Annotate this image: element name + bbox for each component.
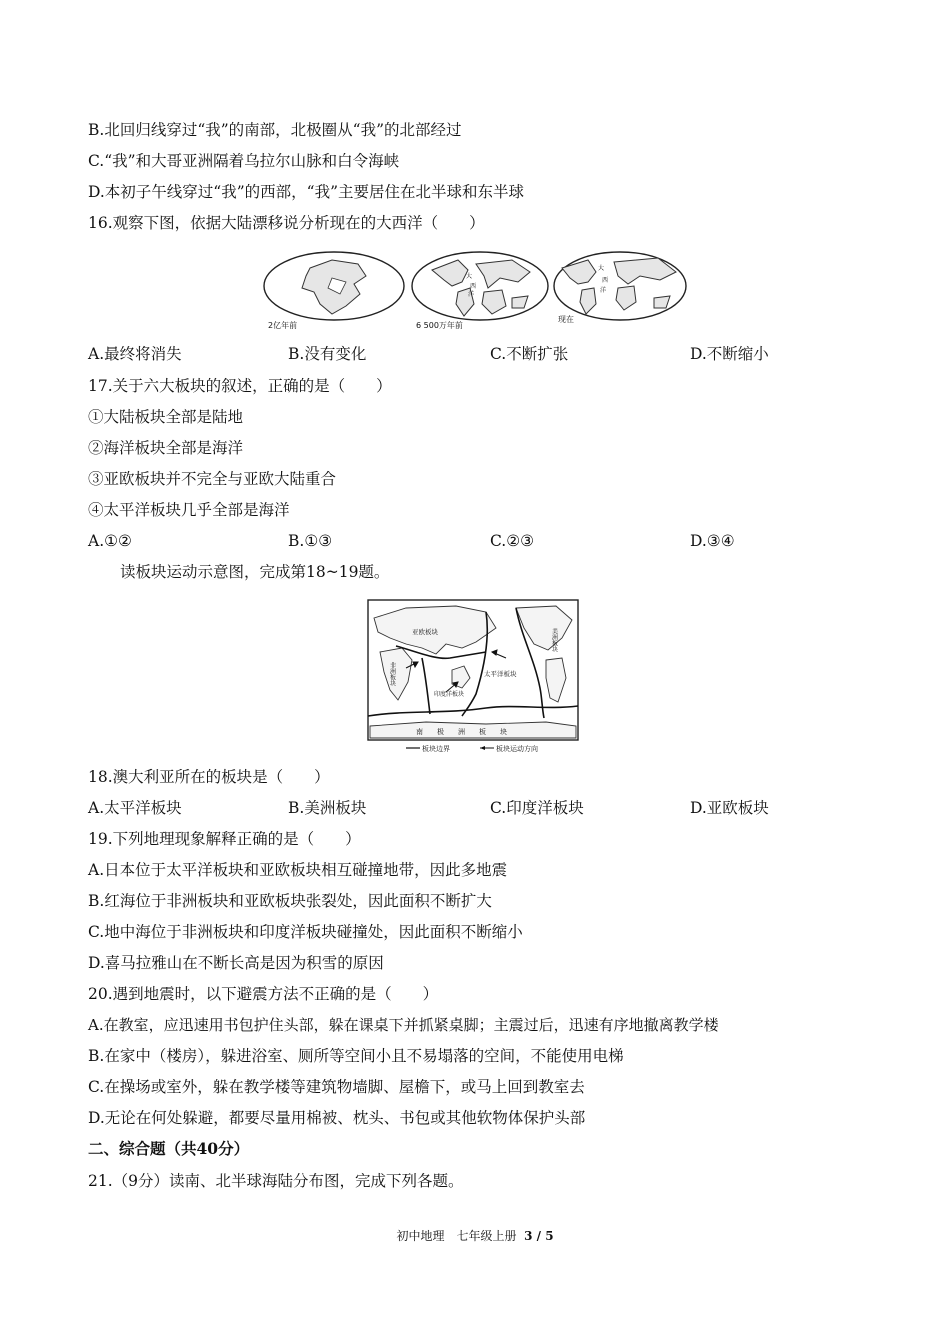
q15-option-d: D.本初子午线穿过“我”的西部，“我”主要居住在北半球和东半球	[88, 183, 524, 201]
footer-page-number: 3 / 5	[524, 1229, 554, 1243]
svg-text:西: 西	[602, 277, 609, 284]
label-african-plate: 非洲板块	[388, 662, 396, 686]
legend-direction: 板块运动方向	[496, 745, 538, 753]
q16-option-d: D.不断缩小	[690, 345, 769, 363]
q16-option-a: A.最终将消失	[88, 345, 182, 363]
label-american-plate: 美洲板块	[550, 628, 558, 652]
plate-movement-map	[366, 598, 580, 754]
map2-caption: 6 500万年前	[416, 321, 463, 330]
q20-option-b: B.在家中（楼房），躲进浴室、厕所等空间小且不易塌落的空间，不能使用电梯	[88, 1047, 624, 1065]
label-eurasian-plate: 亚欧板块	[412, 628, 438, 636]
q18-option-d: D.亚欧板块	[690, 799, 769, 817]
intro-18-19: 读板块运动示意图，完成第18~19题。	[120, 563, 390, 581]
q17-item-1: ①大陆板块全部是陆地	[88, 408, 244, 426]
q16-option-b: B.没有变化	[288, 345, 367, 363]
q15-option-c: C.“我”和大哥亚洲隔着乌拉尔山脉和白令海峡	[88, 152, 400, 170]
label-pacific-plate: 太平洋板块	[484, 670, 517, 678]
q17-stem: 17.关于六大板块的叙述，正确的是（ ）	[88, 377, 392, 395]
q20-option-d: D.无论在何处躲避，都要尽量用棉被、枕头、书包或其他软物体保护头部	[88, 1109, 586, 1127]
q15-option-b: B.北回归线穿过“我”的南部，北极圈从“我”的北部经过	[88, 121, 462, 139]
svg-text:西: 西	[470, 283, 477, 290]
svg-text:洋: 洋	[600, 287, 607, 294]
q17-option-b: B.①③	[288, 532, 333, 550]
legend-boundary: 板块边界	[422, 745, 450, 753]
q17-item-4: ④太平洋板块几乎全部是海洋	[88, 501, 290, 519]
label-antarctic-plate: 南极洲板块	[416, 728, 521, 736]
q19-option-d: D.喜马拉雅山在不断长高是因为积雪的原因	[88, 954, 384, 972]
q18-stem: 18.澳大利亚所在的板块是（ ）	[88, 768, 330, 786]
continental-drift-figure	[262, 248, 690, 334]
q17-option-a: A.①②	[88, 532, 132, 550]
q17-option-d: D.③④	[690, 532, 735, 550]
map-200-million-years-ago	[264, 252, 404, 330]
label-indian-plate: 印度洋板块	[434, 691, 465, 698]
svg-text:大: 大	[466, 273, 473, 280]
section-2-heading: 二、综合题（共40分）	[88, 1139, 250, 1158]
q20-option-c: C.在操场或室外，躲在教学楼等建筑物墙脚、屋檐下，或马上回到教室去	[88, 1078, 585, 1096]
q18-option-c: C.印度洋板块	[490, 799, 584, 817]
q16-option-c: C.不断扩张	[490, 345, 569, 363]
q20-stem: 20.遇到地震时，以下避震方法不正确的是（ ）	[88, 985, 439, 1003]
q20-option-a: A.在教室，应迅速用书包护住头部，躲在课桌下并抓紧桌脚；主震过后，迅速有序地撤离教学楼	[88, 1016, 719, 1034]
q17-option-c: C.②③	[490, 532, 535, 550]
q19-stem: 19.下列地理现象解释正确的是（ ）	[88, 830, 361, 848]
map-65-million-years-ago	[412, 252, 548, 330]
q19-option-a: A.日本位于太平洋板块和亚欧板块相互碰撞地带，因此多地震	[88, 861, 508, 879]
q18-option-b: B.美洲板块	[288, 799, 367, 817]
map-present	[554, 252, 686, 324]
map3-caption: 现在	[558, 315, 574, 324]
q17-item-3: ③亚欧板块并不完全与亚欧大陆重合	[88, 470, 337, 488]
q21-stem: 21.（9分）读南、北半球海陆分布图，完成下列各题。	[88, 1172, 464, 1190]
q19-option-c: C.地中海位于非洲板块和印度洋板块碰撞处，因此面积不断缩小	[88, 923, 523, 941]
svg-text:洋: 洋	[468, 291, 475, 298]
svg-text:大: 大	[598, 265, 605, 272]
map1-caption: 2亿年前	[268, 321, 298, 330]
page-footer	[0, 1228, 950, 1244]
q16-stem: 16.观察下图，依据大陆漂移说分析现在的大西洋（ ）	[88, 214, 485, 232]
q19-option-b: B.红海位于非洲板块和亚欧板块张裂处，因此面积不断扩大	[88, 892, 492, 910]
footer-subject: 初中地理 七年级上册	[396, 1229, 517, 1243]
q18-option-a: A.太平洋板块	[88, 799, 182, 817]
q17-item-2: ②海洋板块全部是海洋	[88, 439, 244, 457]
